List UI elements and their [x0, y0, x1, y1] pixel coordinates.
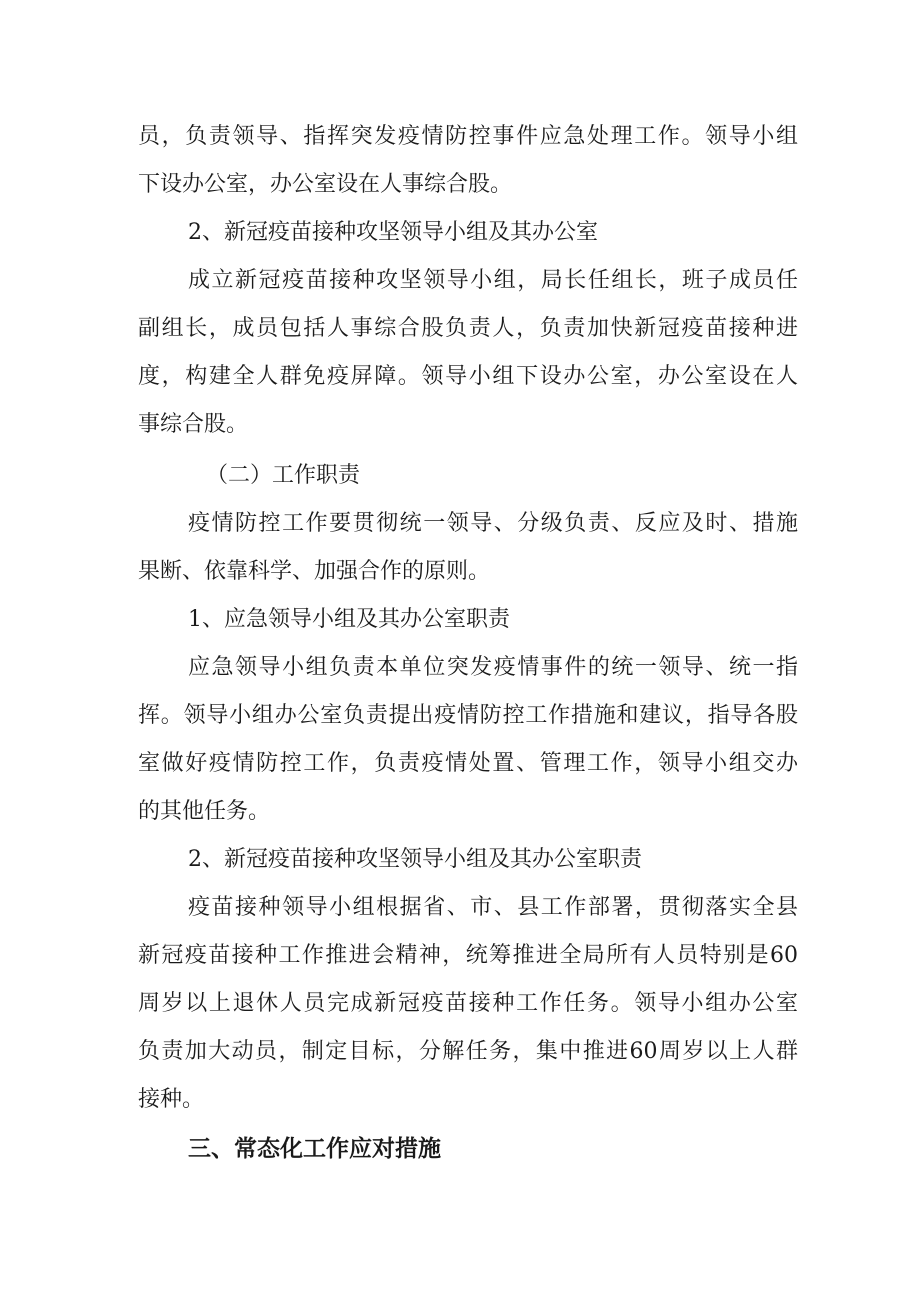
- paragraph-line: 负责加大动员，制定目标，分解任务，集中推进60周岁以上人群: [138, 1039, 798, 1064]
- paragraph-line: 挥。领导小组办公室负责提出疫情防控工作措施和建议，指导各股: [138, 703, 798, 728]
- paragraph-line: 接种。: [138, 1087, 205, 1112]
- paragraph-line: 周岁以上退休人员完成新冠疫苗接种工作任务。领导小组办公室: [138, 991, 798, 1016]
- paragraph-line: 新冠疫苗接种工作推进会精神，统筹推进全局所有人员特别是60: [138, 943, 798, 968]
- paragraph-line: 下设办公室，办公室设在人事综合股。: [138, 172, 513, 197]
- paragraph-line: 的其他任务。: [138, 799, 271, 824]
- paragraph-line: 成立新冠疫苗接种攻坚领导小组，局长任组长，班子成员任: [188, 268, 798, 293]
- paragraph-line: 果断、依靠科学、加强合作的原则。: [138, 559, 491, 584]
- paragraph-line: 员，负责领导、指挥突发疫情防控事件应急处理工作。领导小组: [138, 124, 798, 149]
- subsection-heading: 1、应急领导小组及其办公室职责: [188, 607, 510, 632]
- paragraph-line: 疫情防控工作要贯彻统一领导、分级负责、反应及时、措施: [188, 511, 798, 536]
- subsection-heading: 2、新冠疫苗接种攻坚领导小组及其办公室职责: [188, 847, 642, 872]
- paragraph-line: 疫苗接种领导小组根据省、市、县工作部署，贯彻落实全县: [188, 895, 798, 920]
- section-heading: （二）工作职责: [206, 463, 361, 488]
- subsection-heading: 2、新冠疫苗接种攻坚领导小组及其办公室: [188, 220, 598, 245]
- paragraph-line: 副组长，成员包括人事综合股负责人，负责加快新冠疫苗接种进: [138, 316, 798, 341]
- paragraph-line: 度，构建全人群免疫屏障。领导小组下设办公室，办公室设在人: [138, 364, 798, 389]
- chapter-heading: 三、常态化工作应对措施: [188, 1136, 441, 1162]
- paragraph-line: 应急领导小组负责本单位突发疫情事件的统一领导、统一指: [188, 655, 798, 680]
- paragraph-line: 室做好疫情防控工作，负责疫情处置、管理工作，领导小组交办: [138, 751, 798, 776]
- paragraph-line: 事综合股。: [138, 412, 249, 437]
